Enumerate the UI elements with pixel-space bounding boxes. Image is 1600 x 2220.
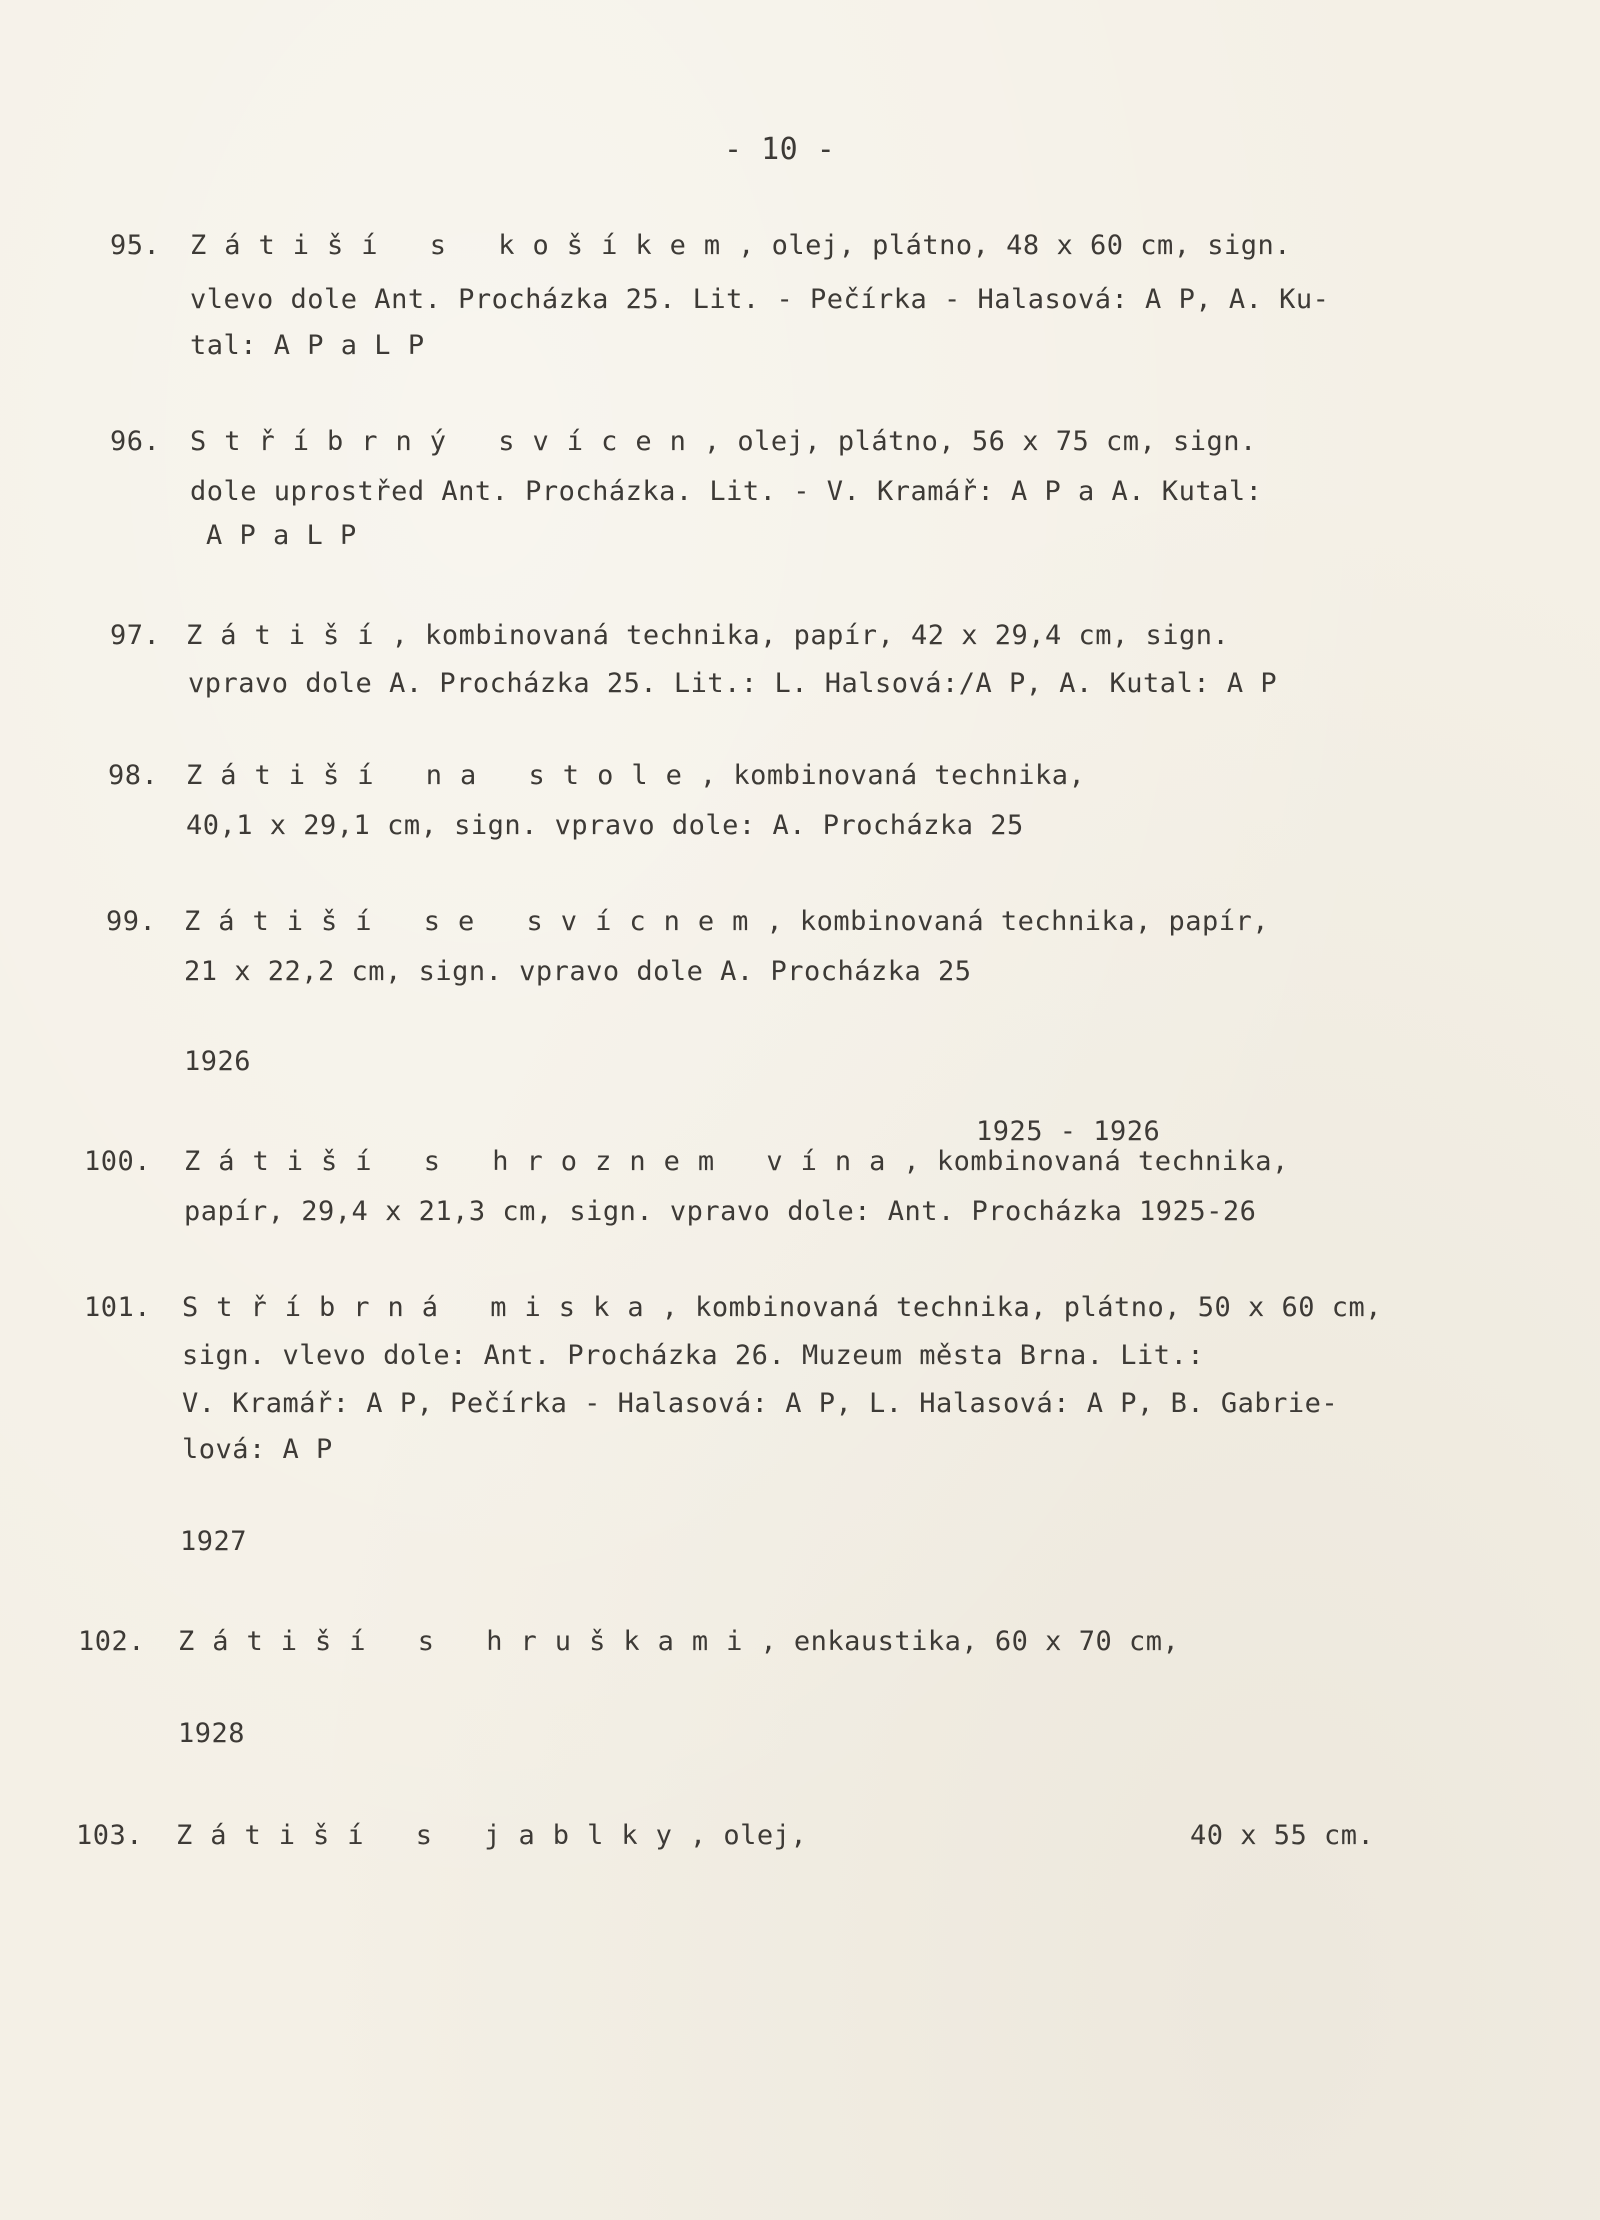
entry-details: , kombinovaná technika, bbox=[903, 1146, 1289, 1177]
entry-line bbox=[186, 758, 1085, 794]
entry-number: 96. bbox=[110, 426, 161, 457]
entry-line: tal: A P a L P bbox=[190, 330, 425, 361]
year-range: 1925 - 1926 bbox=[976, 1116, 1161, 1147]
entry-line: sign. vlevo dole: Ant. Procházka 26. Muzeum města Brna. Lit.: bbox=[182, 1340, 1205, 1371]
artwork-title: Zátiší bbox=[186, 620, 392, 651]
entry-details: , kombinovaná technika, papír, 42 x 29,4 cm, sign. bbox=[391, 620, 1230, 651]
entry-number: 99. bbox=[106, 906, 157, 937]
artwork-title: Stříbrná miska bbox=[182, 1292, 662, 1323]
entry-line bbox=[176, 1818, 807, 1854]
artwork-title: Zátiší na stole bbox=[186, 760, 700, 791]
year-heading: 1926 bbox=[184, 1046, 252, 1077]
entry-details: , kombinovaná technika, plátno, 50 x 60 cm, bbox=[661, 1292, 1383, 1323]
entry-line: 21 x 22,2 cm, sign. vpravo dole A. Procházka 25 bbox=[184, 956, 972, 987]
page-number: - 10 - bbox=[724, 132, 836, 167]
entry-number: 101. bbox=[84, 1292, 152, 1323]
entry-line: vpravo dole A. Procházka 25. Lit.: L. Halsová:/A P, A. Kutal: A P bbox=[188, 668, 1278, 699]
entry-line: dole uprostřed Ant. Procházka. Lit. - V. Kramář: A P a A. Kutal: bbox=[190, 476, 1263, 507]
artwork-title: Zátiší s košíkem bbox=[190, 230, 739, 261]
entry-line bbox=[182, 1290, 1382, 1326]
entry-number: 100. bbox=[84, 1146, 152, 1177]
entry-line bbox=[190, 228, 1291, 264]
entry-dimensions: 40 x 55 cm. bbox=[1190, 1820, 1375, 1851]
entry-line: A P a L P bbox=[206, 520, 357, 551]
year-heading: 1927 bbox=[180, 1526, 248, 1557]
artwork-title: Zátiší se svícnem bbox=[184, 906, 767, 937]
entry-line bbox=[184, 904, 1269, 940]
entry-line bbox=[186, 618, 1229, 654]
entry-details: , olej, bbox=[689, 1820, 808, 1851]
entry-line bbox=[184, 1144, 1289, 1180]
entry-number: 102. bbox=[78, 1626, 146, 1657]
entry-number: 98. bbox=[108, 760, 159, 791]
entry-line: papír, 29,4 x 21,3 cm, sign. vpravo dole: Ant. Procházka 1925-26 bbox=[184, 1196, 1257, 1227]
entry-line: vlevo dole Ant. Procházka 25. Lit. - Pečírka - Halasová: A P, A. Ku- bbox=[190, 284, 1330, 315]
artwork-title: Stříbrný svícen bbox=[190, 426, 704, 457]
entry-line: V. Kramář: A P, Pečírka - Halasová: A P, L. Halasová: A P, B. Gabrie- bbox=[182, 1388, 1339, 1419]
entry-details: , enkaustika, 60 x 70 cm, bbox=[760, 1626, 1180, 1657]
entry-line: lová: A P bbox=[182, 1434, 333, 1465]
artwork-title: Zátiší s jablky bbox=[176, 1820, 690, 1851]
entry-number: 103. bbox=[76, 1820, 144, 1851]
entry-details: , kombinovaná technika, papír, bbox=[766, 906, 1270, 937]
entry-number: 97. bbox=[110, 620, 161, 651]
entry-line: 40,1 x 29,1 cm, sign. vpravo dole: A. Procházka 25 bbox=[186, 810, 1024, 841]
year-heading: 1928 bbox=[178, 1718, 246, 1749]
artwork-title: Zátiší s hroznem vína bbox=[184, 1146, 904, 1177]
entry-line bbox=[190, 424, 1257, 460]
entry-number: 95. bbox=[110, 230, 161, 261]
entry-details: , olej, plátno, 56 x 75 cm, sign. bbox=[703, 426, 1257, 457]
entry-details: , kombinovaná technika, bbox=[699, 760, 1086, 791]
artwork-title: Zátiší s hruškami bbox=[178, 1626, 761, 1657]
entry-line bbox=[178, 1624, 1179, 1660]
entry-details: , olej, plátno, 48 x 60 cm, sign. bbox=[738, 230, 1292, 261]
